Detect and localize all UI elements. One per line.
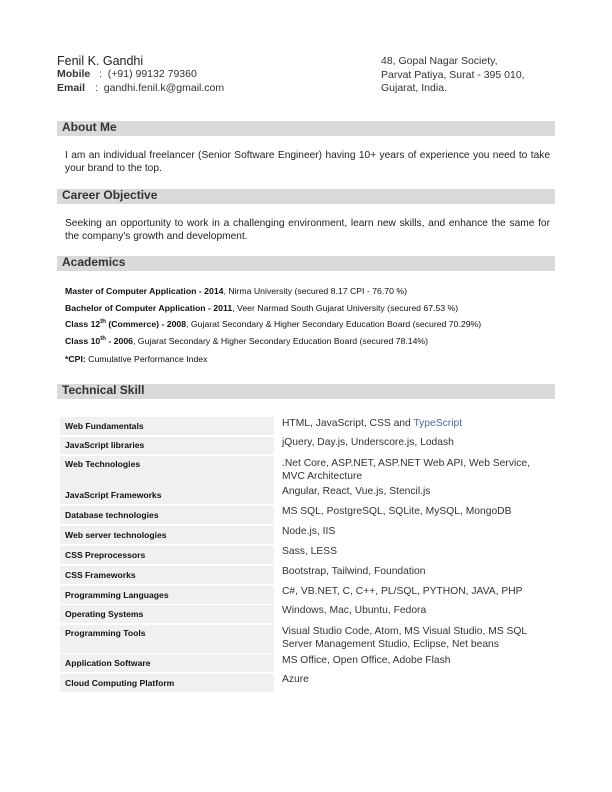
- mobile-label: Mobile: [57, 68, 91, 80]
- technical-section-header: [57, 384, 555, 399]
- academic-class-10: Class 10th - 2006, Gujarat Secondary & Higher Secondary Education Board (secured 78.14%): [65, 336, 429, 346]
- skill-label: Application Software: [60, 654, 274, 672]
- skill-value: Visual Studio Code, Atom, MS Visual Studio, MS SQL Server Management Studio, Eclipse, Net beans: [282, 626, 527, 650]
- skill-label: CSS Frameworks: [60, 566, 274, 584]
- skill-label: Database technologies: [60, 506, 274, 524]
- cpi-note: *CPI: Cumulative Performance Index: [65, 354, 208, 364]
- skill-label: Operating Systems: [60, 605, 274, 623]
- skill-value: MS Office, Open Office, Adobe Flash: [282, 655, 451, 666]
- skill-value: Node.js, IIS: [282, 526, 336, 537]
- skill-value: Windows, Mac, Ubuntu, Fedora: [282, 605, 427, 616]
- objective-section-header: [57, 189, 555, 204]
- skill-label: Web Fundamentals: [60, 417, 274, 435]
- email-line: [57, 82, 224, 94]
- address-line-3: Gujarat, India.: [381, 82, 447, 94]
- mobile-line: [57, 68, 197, 80]
- academics-section-header: [57, 256, 555, 271]
- address-line-1: 48, Gopal Nagar Society,: [381, 55, 498, 67]
- technical-title: Technical Skill: [62, 383, 145, 397]
- email-label: Email: [57, 82, 86, 94]
- skill-label: Web server technologies: [60, 526, 274, 544]
- mobile-value: (+91) 99132 79360: [107, 68, 197, 80]
- address-line-2: Parvat Patiya, Surat - 395 010,: [381, 69, 525, 81]
- about-title: About Me: [62, 120, 117, 134]
- skill-value: .Net Core, ASP.NET, ASP.NET Web API, Web Service, MVC Architecture: [282, 458, 531, 482]
- skill-label: Programming Languages: [60, 586, 274, 604]
- skill-value: C#, VB.NET, C, C++, PL/SQL, PYTHON, JAVA, PHP: [282, 586, 523, 597]
- email-value[interactable]: gandhi.fenil.k@gmail.com: [103, 82, 225, 94]
- skill-label: JavaScript Frameworks: [60, 486, 274, 504]
- skill-label: CSS Preprocessors: [60, 546, 274, 564]
- academic-bca: Bachelor of Computer Application - 2011, Veer Narmad South Gujarat University (secured 67.53 %): [65, 303, 459, 313]
- skill-label: Cloud Computing Platform: [60, 674, 274, 692]
- skill-label: Programming Tools: [60, 625, 274, 653]
- academic-class-12: Class 12th (Commerce) - 2008, Gujarat Secondary & Higher Secondary Education Board (secured 70.29%): [65, 319, 482, 329]
- academics-title: Academics: [62, 255, 126, 269]
- objective-text: Seeking an opportunity to work in a challenging environment, learn new skills, and enhance the same for the company's growth and development.: [65, 218, 550, 242]
- candidate-name: Fenil K. Gandhi: [57, 54, 144, 68]
- about-section-header: [57, 121, 555, 136]
- skill-value: MS SQL, PostgreSQL, SQLite, MySQL, MongoDB: [282, 506, 512, 517]
- skill-value: HTML, JavaScript, CSS and TypeScript: [282, 418, 463, 429]
- skill-value: Sass, LESS: [282, 546, 337, 557]
- skill-label: Web Technologies: [60, 456, 274, 486]
- about-text: I am an individual freelancer (Senior Software Engineer) having 10+ years of experience you need to take your brand to the top.: [65, 150, 550, 174]
- academic-mca: Master of Computer Application - 2014, Nirma University (secured 8.17 CPI - 76.70 %): [65, 286, 407, 296]
- skill-label: JavaScript libraries: [60, 437, 274, 454]
- skill-value: jQuery, Day.js, Underscore.js, Lodash: [282, 437, 454, 448]
- objective-title: Career Objective: [62, 188, 158, 202]
- skill-value: Azure: [282, 674, 309, 685]
- skill-value: Bootstrap, Tailwind, Foundation: [282, 566, 426, 577]
- skill-value: Angular, React, Vue.js, Stencil.js: [282, 486, 431, 497]
- email-separator: :: [95, 82, 98, 94]
- mobile-separator: :: [99, 68, 102, 80]
